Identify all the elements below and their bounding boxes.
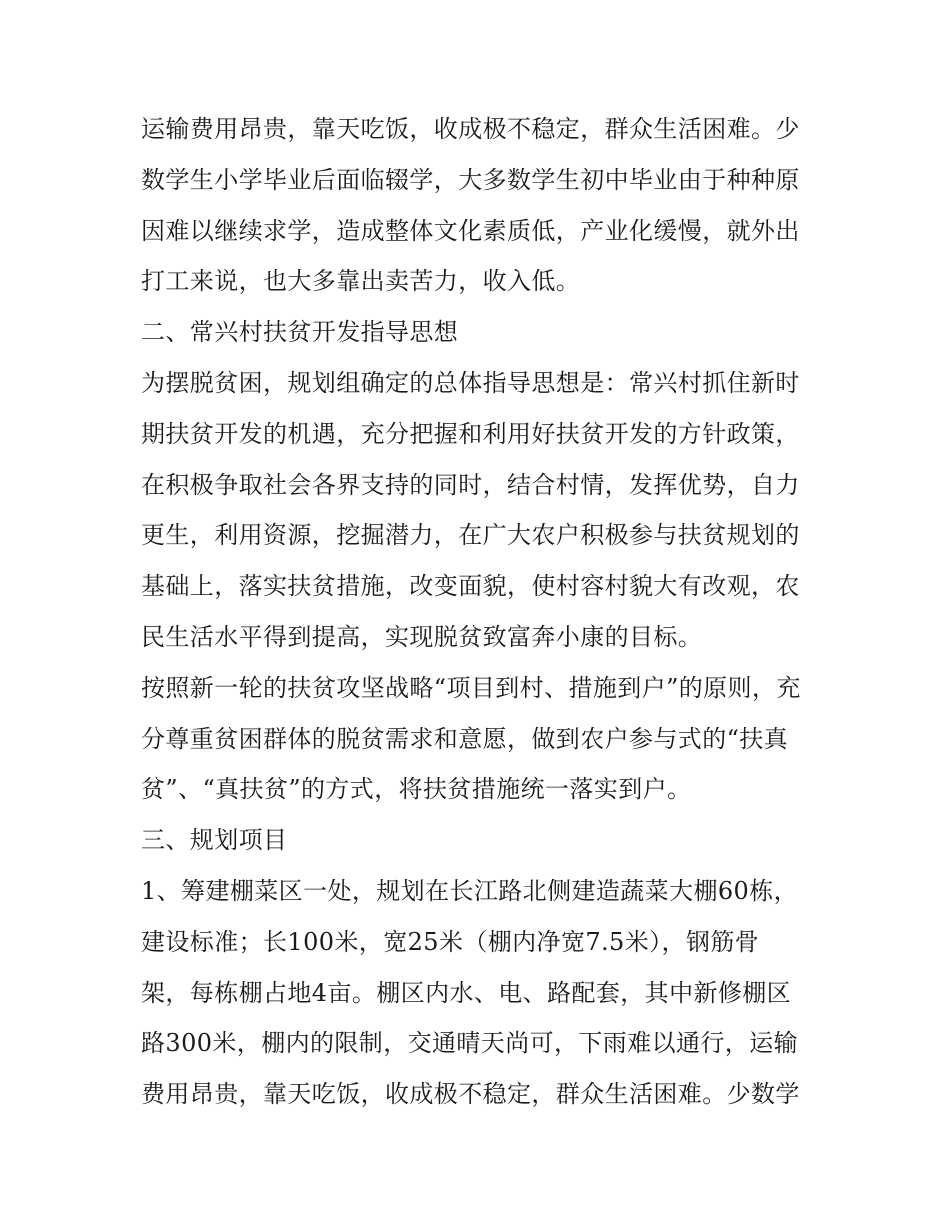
body-line-9: 更生，利用资源，挖掘潜力，在广大农户积极参与扶贫规划的	[141, 521, 800, 550]
body-line-19: 路300米，棚内的限制，交通晴天尚可，下雨难以通行，运输	[141, 1029, 799, 1058]
body-line-2: 数学生小学毕业后面临辍学，大多数学生初中毕业由于种种原	[141, 165, 800, 194]
body-line-3: 因难以继续求学，造成整体文化素质低，产业化缓慢，就外出	[141, 216, 800, 245]
body-line-14: 贫”、“真扶贫”的方式，将扶贫措施统一落实到户。	[141, 775, 692, 804]
body-line-8: 在积极争取社会各界支持的同时，结合村情，发挥优势，自力	[141, 470, 800, 499]
body-line-6: 为摆脱贫困，规划组确定的总体指导思想是：常兴村抓住新时	[141, 368, 800, 397]
section-heading-guiding-ideology: 二、常兴村扶贫开发指导思想	[141, 318, 459, 347]
body-line-18: 架，每栋棚占地4亩。棚区内水、电、路配套，其中新修棚区	[141, 978, 792, 1007]
body-line-4: 打工来说，也大多靠出卖苦力，收入低。	[141, 267, 581, 296]
body-line-12: 按照新一轮的扶贫攻坚战略“项目到村、措施到户”的原则，充	[141, 673, 801, 702]
body-line-16: 1、筹建棚菜区一处，规划在长江路北侧建造蔬菜大棚60栋，	[141, 876, 799, 905]
body-line-13: 分尊重贫困群体的脱贫需求和意愿，做到农户参与式的“扶真	[141, 724, 789, 753]
body-line-11: 民生活水平得到提高，实现脱贫致富奔小康的目标。	[141, 622, 703, 651]
body-line-1: 运输费用昂贵，靠天吃饭，收成极不稳定，群众生活困难。少	[141, 115, 800, 143]
body-line-10: 基础上，落实扶贫措施，改变面貌，使村容村貌大有改观，农	[141, 572, 800, 601]
body-line-7: 期扶贫开发的机遇，充分把握和利用好扶贫开发的方针政策，	[141, 419, 800, 448]
section-heading-planning-projects: 三、规划项目	[141, 826, 288, 855]
document-body	[141, 104, 813, 1120]
body-line-17: 建设标准；长100米，宽25米（棚内净宽7.5米），钢筋骨	[141, 927, 760, 956]
body-line-20: 费用昂贵，靠天吃饭，收成极不稳定，群众生活困难。少数学	[141, 1080, 800, 1109]
